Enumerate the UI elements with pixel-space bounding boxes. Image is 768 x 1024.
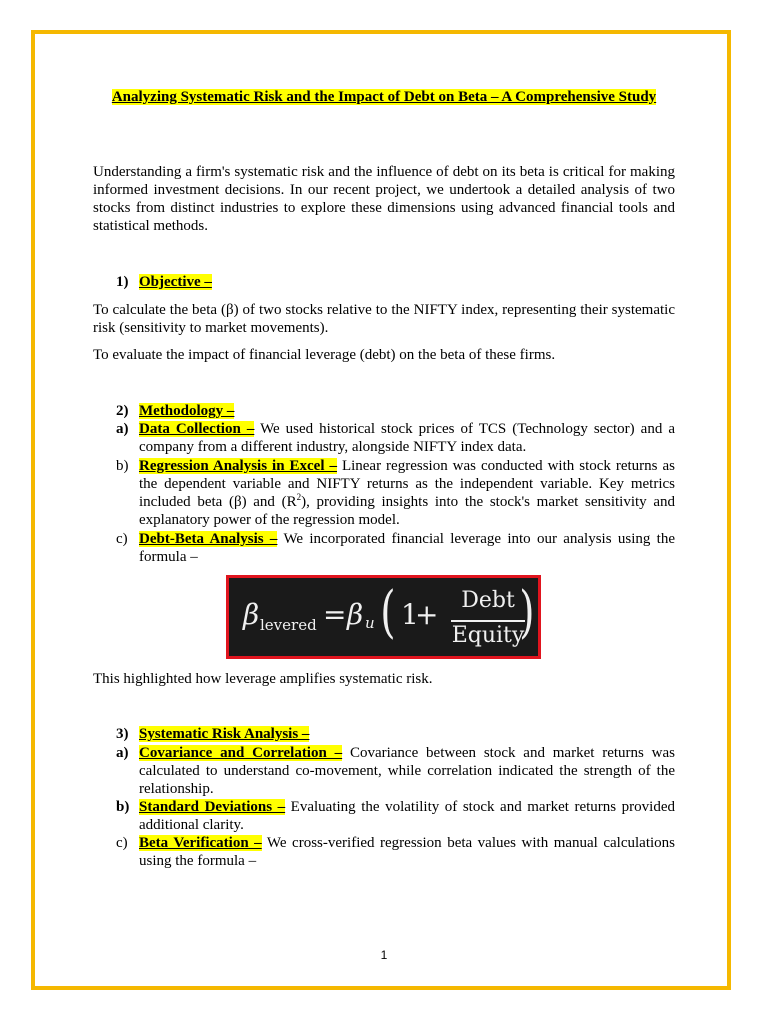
methodology-item-c: c) Debt-Beta Analysis – We incorporated financial leverage into our analysis using the formula – (116, 531, 675, 565)
page-number: 1 (380, 948, 388, 962)
methodology-item-a: a) Data Collection – We used historical stock prices of TCS (Technology sector) and a company from a different industry, alongside NIFTY index data. (116, 421, 675, 455)
objective-paragraph-2: To evaluate the impact of financial leverage (debt) on the beta of these firms. (93, 347, 556, 363)
levered-beta-formula: β levered = β u ( 1 + Debt Equity ) (226, 575, 541, 659)
section-2-heading: 2) Methodology – (116, 403, 235, 419)
methodology-item-b: b) Regression Analysis in Excel – Linear regression was conducted with stock returns as the dependent variable and NIFTY returns as the independent variable. Key metrics included beta (β) and $(R^2)$, providing insights into the stock's market sensitivity and explanatory power of the regression model. (116, 458, 675, 528)
risk-item-b: b) Standard Deviations – Evaluating the volatility of stock and market returns provided additional clarity. (116, 799, 675, 833)
section-3-heading: 3) Systematic Risk Analysis – (116, 726, 310, 742)
intro-paragraph: Understanding a firm's systematic risk and the influence of debt on its beta is critical for making informed investment decisions. In our recent project, we undertook a detailed analysis of two stocks from distinct industries to explore these dimensions using advanced financial tools and statistical methods. (93, 164, 675, 234)
objective-paragraph-1: To calculate the beta (β) of two stocks relative to the NIFTY index, representing their systematic risk (sensitivity to market movements). (93, 302, 675, 336)
leverage-note: This highlighted how leverage amplifies systematic risk. (93, 671, 433, 687)
section-1-heading: 1) Objective – (116, 274, 212, 290)
document-title: Analyzing Systematic Risk and the Impact of Debt on Beta – A Comprehensive Study (111, 89, 657, 105)
risk-item-a: a) Covariance and Correlation – Covariance between stock and market returns was calculated to understand co-movement, while correlation indicated the strength of the relationship. (116, 745, 676, 797)
risk-item-c: c) Beta Verification – We cross-verified regression beta values with manual calculations using the formula – (116, 835, 676, 869)
